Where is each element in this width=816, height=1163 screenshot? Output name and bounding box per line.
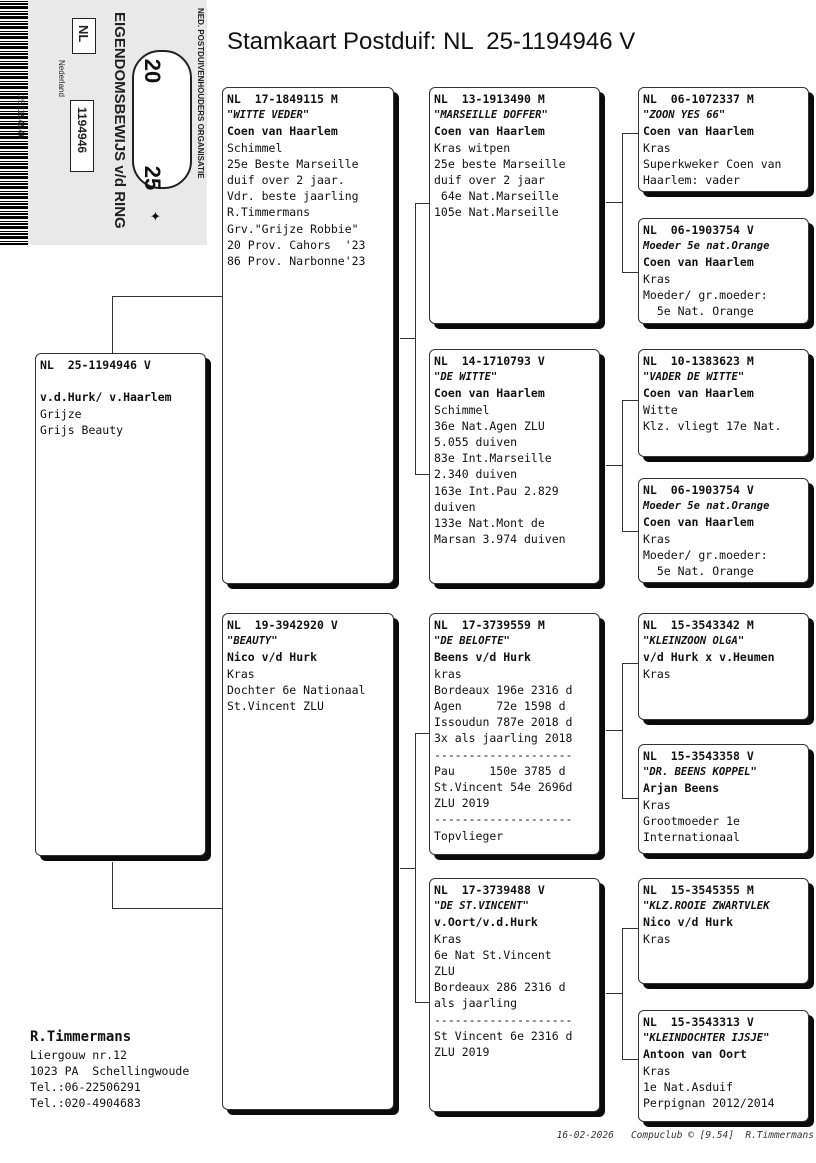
info-line: Bordeaux 196e 2316 d [434, 682, 573, 697]
page-title: Stamkaart Postduif: NL 25-1194946 V [227, 28, 636, 55]
info-line: 3x als jaarling 2018 [434, 731, 573, 746]
pigeon-name: "DE BELOFTE" [434, 635, 510, 648]
connector [606, 730, 622, 731]
info-line: Kras [643, 140, 671, 155]
pigeon-card-main [35, 353, 206, 856]
info-line: Schimmel [227, 140, 283, 155]
breeder: Coen van Haarlem [643, 124, 754, 139]
info-line: 86 Prov. Narbonne'23 [227, 254, 366, 269]
info-line: 163e Int.Pau 2.829 [434, 483, 559, 498]
pigeon-name: "MARSEILLE DOFFER" [434, 109, 548, 122]
footer-credits: 16-02-2026 Compuclub © [9.54] R.Timmermans [556, 1130, 814, 1141]
pigeon-card-fmm [638, 478, 809, 583]
info-line: 36e Nat.Agen ZLU [434, 418, 545, 433]
ring-number: NL 10-1383623 M [643, 354, 754, 368]
info-line: v.d.Hurk/ v.Haarlem [40, 390, 172, 405]
pigeon-card-fm [429, 349, 600, 584]
pigeon-name: "WITTE VEDER" [227, 109, 310, 122]
owner-phone-2: Tel.:020-4904683 [30, 1096, 141, 1110]
ring-number: NL 15-3543342 M [643, 618, 754, 632]
info-line: Kras [643, 797, 671, 812]
info-line: Issoudun 787e 2018 d [434, 715, 573, 730]
info-line: Kras [643, 931, 671, 946]
info-line: Internationaal [643, 830, 740, 845]
info-line: Haarlem: vader [643, 173, 740, 188]
pigeon-card-mother [222, 613, 394, 1110]
info-line: Moeder/ gr.moeder: [643, 287, 768, 302]
ownership-heading: EIGENDOMSBEWIJS v/d RING [111, 12, 128, 229]
connector [622, 928, 639, 1060]
pigeon-name: "VADER DE WITTE" [643, 371, 745, 384]
ring-number: NL 15-3543313 V [643, 1015, 754, 1029]
breeder: Nico v/d Hurk [643, 915, 734, 930]
pigeon-card-fmf [638, 349, 809, 457]
info-line: 1e Nat.Asduif [643, 1079, 734, 1094]
pigeon-card-mff [638, 613, 809, 720]
info-line: -------------------- [434, 747, 573, 762]
ring-number: NL 17-1849115 M [227, 92, 338, 106]
ring-number: NL 06-1072337 M [643, 92, 754, 106]
connector [606, 993, 622, 994]
ring-number: NL 17-3739559 M [434, 618, 545, 632]
owner-street: Liergouw nr.12 [30, 1048, 127, 1062]
barcode-number: 251194946 [16, 95, 26, 140]
breeder: Coen van Haarlem [643, 386, 754, 401]
info-line: als jaarling [434, 996, 518, 1011]
connector [622, 663, 639, 799]
pigeon-name: "DE WITTE" [434, 371, 498, 384]
side-text: Nederland [57, 60, 66, 97]
country-box [72, 18, 96, 54]
ownership-card [0, 0, 207, 245]
info-line: Schimmel [434, 402, 490, 417]
breeder: Arjan Beens [643, 781, 720, 796]
info-line: 25e Beste Marseille [227, 156, 359, 171]
pigeon-name: "KLEINZOON OLGA" [643, 635, 745, 648]
pigeon-card-mfm [638, 744, 809, 854]
pigeon-name: "DR. BEENS KOPPEL" [643, 766, 757, 779]
info-line: Kras [434, 931, 462, 946]
info-line: St.Vincent 54e 2696d [434, 780, 573, 795]
info-line: -------------------- [434, 1012, 573, 1027]
info-line: duiven [434, 499, 476, 514]
info-line: Grijs Beauty [40, 422, 124, 437]
info-line: 20 Prov. Cahors '23 [227, 237, 366, 252]
breeder: Antoon van Oort [643, 1047, 747, 1062]
owner-name: R.Timmermans [30, 1029, 132, 1045]
owner-city: 1023 PA Schellingwoude [30, 1064, 190, 1078]
info-line: 5e Nat. Orange [643, 304, 754, 319]
info-line: 25e beste Marseille [434, 156, 566, 171]
info-line: Vdr. beste jaarling [227, 189, 359, 204]
info-line: 6e Nat St.Vincent [434, 947, 552, 962]
info-line: Kras [643, 666, 671, 681]
breeder: Coen van Haarlem [227, 124, 338, 139]
ring-number: NL 25-1194946 V [40, 358, 151, 372]
ring-number: NL 17-3739488 V [434, 883, 545, 897]
ring-number: NL 06-1903754 V [643, 223, 754, 237]
info-line: R.Timmermans [227, 205, 311, 220]
pigeon-card-ff [429, 87, 600, 324]
breeder: Coen van Haarlem [643, 515, 754, 530]
pigeon-name: "KLEINDOCHTER IJSJE" [643, 1032, 770, 1045]
info-line: duif over 2 jaar [434, 173, 545, 188]
connector [415, 733, 430, 1003]
ring-number-box [70, 100, 94, 172]
info-line: 83e Int.Marseille [434, 451, 552, 466]
info-line: Perpignan 2012/2014 [643, 1096, 775, 1111]
info-line: -------------------- [434, 812, 573, 827]
info-line: Kras [643, 271, 671, 286]
connector [622, 400, 639, 532]
info-line: ZLU 2019 [434, 1045, 490, 1060]
year-left: 20 [140, 58, 166, 84]
info-line: Kras [643, 1063, 671, 1078]
dove-icon: ✦ [150, 205, 161, 226]
info-line: St Vincent 6e 2316 d [434, 1028, 573, 1043]
connector [606, 465, 622, 466]
pigeon-name: Moeder 5e nat.Orange [643, 500, 770, 513]
info-line: Topvlieger [434, 828, 504, 843]
connector [606, 202, 622, 203]
info-line [40, 373, 201, 389]
info-line: 5.055 duiven [434, 435, 518, 450]
info-line: Kras witpen [434, 140, 511, 155]
info-line: Klz. vliegt 17e Nat. [643, 418, 782, 433]
info-line: St.Vincent ZLU [227, 699, 324, 714]
org-name: NED. POSTDUIVENHOUDERS ORGANISATIE [196, 8, 205, 179]
connector [112, 296, 223, 359]
pigeon-card-mm [429, 878, 600, 1112]
info-line: 64e Nat.Marseille [434, 189, 559, 204]
info-line: 133e Nat.Mont de [434, 516, 545, 531]
connector [112, 862, 223, 909]
info-line: 5e Nat. Orange [643, 564, 754, 579]
ring-number: NL 19-3942920 V [227, 618, 338, 632]
breeder: Coen van Haarlem [434, 124, 545, 139]
connector [622, 133, 639, 273]
info-line: Marsan 3.974 duiven [434, 532, 566, 547]
info-line: kras [434, 666, 462, 681]
info-line: Kras [643, 531, 671, 546]
pigeon-card-fff [638, 87, 809, 192]
info-line: Witte [643, 402, 678, 417]
breeder: Nico v/d Hurk [227, 650, 318, 665]
connector [400, 338, 415, 339]
connector [400, 868, 415, 869]
info-line: Pau 150e 3785 d [434, 763, 566, 778]
info-line: Grijze [40, 406, 82, 421]
info-line: ZLU 2019 [434, 796, 490, 811]
breeder: v/d Hurk x v.Heumen [643, 650, 775, 665]
info-line: Bordeaux 286 2316 d [434, 980, 566, 995]
ring-number: NL 14-1710793 V [434, 354, 545, 368]
info-line: Dochter 6e Nationaal [227, 682, 366, 697]
country-code: NL [76, 25, 91, 43]
info-line: Grootmoeder 1e [643, 813, 740, 828]
pigeon-card-mf [429, 613, 600, 855]
info-line: 105e Nat.Marseille [434, 205, 559, 220]
info-line: Superkweker Coen van [643, 156, 782, 171]
owner-block [30, 1027, 189, 1111]
pigeon-name: Moeder 5e nat.Orange [643, 240, 770, 253]
connector [415, 203, 430, 475]
breeder: Coen van Haarlem [434, 386, 545, 401]
info-line: Agen 72e 1598 d [434, 699, 566, 714]
pigeon-name: "DE ST.VINCENT" [434, 900, 529, 913]
pigeon-name: "BEAUTY" [227, 635, 278, 648]
pigeon-name: "ZOON YES 66" [643, 109, 726, 122]
pigeon-name: "KLZ.ROOIE ZWARTVLEK [643, 900, 770, 913]
pigeon-card-mmm [638, 1010, 809, 1122]
ring-number: NL 13-1913490 M [434, 92, 545, 106]
owner-phone-1: Tel.:06-22506291 [30, 1080, 141, 1094]
info-line: duif over 2 jaar. [227, 173, 345, 188]
ring-number: NL 15-3543358 V [643, 749, 754, 763]
info-line: ZLU [434, 964, 455, 979]
ring-number: NL 15-3545355 M [643, 883, 754, 897]
ring-number: NL 06-1903754 V [643, 483, 754, 497]
breeder: Coen van Haarlem [643, 255, 754, 270]
ring-number: 1194946 [75, 107, 89, 154]
info-line: Grv."Grijze Robbie" [227, 221, 359, 236]
breeder: Beens v/d Hurk [434, 650, 531, 665]
pigeon-card-mmf [638, 878, 809, 984]
info-line: 2.340 duiven [434, 467, 518, 482]
year-right: 25 [140, 165, 166, 191]
pigeon-card-father [222, 87, 394, 584]
info-line: Kras [227, 666, 255, 681]
info-line: Moeder/ gr.moeder: [643, 547, 768, 562]
breeder: v.Oort/v.d.Hurk [434, 915, 538, 930]
pigeon-card-ffm [638, 218, 809, 324]
